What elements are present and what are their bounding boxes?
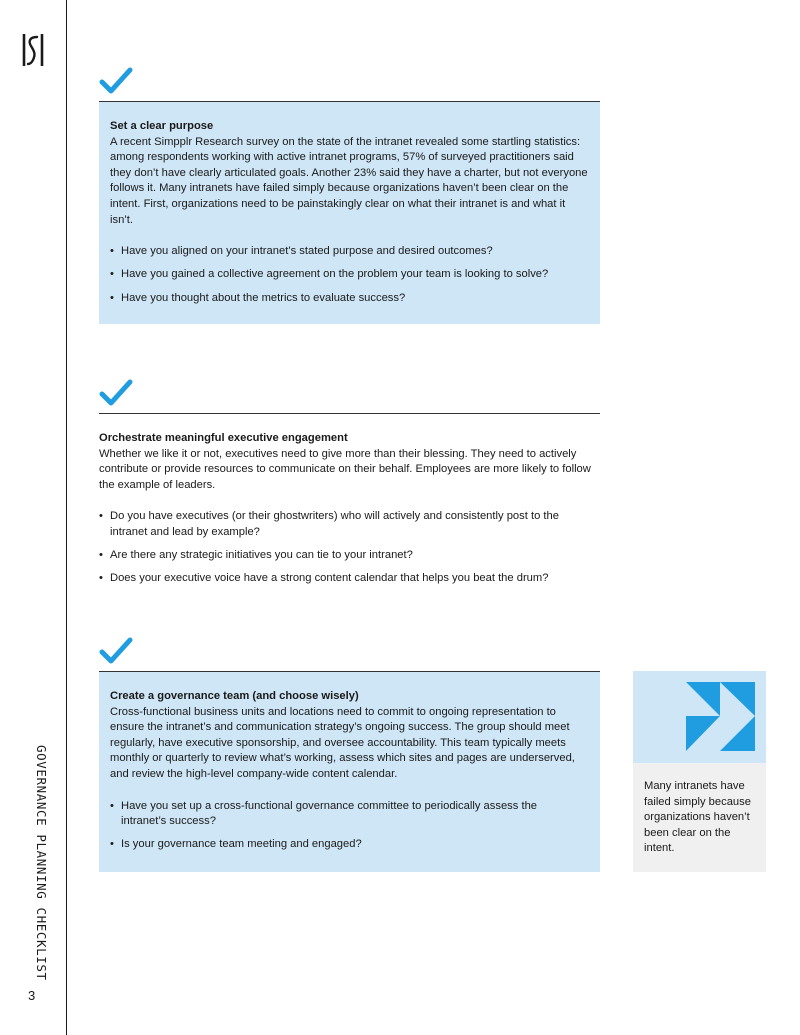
checklist	[110, 244, 588, 306]
callout-art	[633, 671, 766, 763]
checkmark-icon	[99, 378, 133, 408]
section-body: Cross-functional business units and locations need to commit to ongoing representation to ensure the intranet’s and communication strategy’s ongoing success. The group should meet regularly, have executive sponsorship, and oversee accountability. This team typically meets monthly or quarterly to review what’s working, assess which sites and pages are underserved, and review the high-level company-wide content calendar.	[110, 705, 575, 780]
callout-box	[633, 671, 766, 872]
checkmark-icon	[99, 66, 133, 96]
checklist-item: • Have you set up a cross-functional governance committee to periodically assess the intranet’s success?	[110, 799, 588, 830]
checklist-item: • Have you thought about the metrics to evaluate success?	[110, 291, 588, 307]
checklist-item: • Do you have executives (or their ghostwriters) who will actively and consistently post to the intranet and lead by example?	[99, 509, 600, 540]
brand-logo-icon	[20, 30, 46, 70]
checkmark-icon	[99, 636, 133, 666]
checklist-item: • Does your executive voice have a strong content calendar that helps you beat the drum?	[99, 571, 600, 587]
section-card-purpose	[99, 102, 600, 324]
section-card-executive	[99, 414, 600, 594]
section-body: Whether we like it or not, executives need to give more than their blessing. They need to actively contribute or provide resources to communicate on their behalf. Employees are more likely to follow the example of leaders.	[99, 447, 591, 491]
section-body: A recent Simpplr Research survey on the state of the intranet revealed some startling statistics: among respondents working with active intranet programs, 57% of surveyed practitioners said they don’t have clearly articulated goals. Another 23% said they have a charter, but not everyone follows it. Many intranets have failed simply because organizations haven’t been clear on the intent. First, organizations need to be painstakingly clear on what their intranet is and what it isn’t.	[110, 135, 588, 226]
section-title: Orchestrate meaningful executive engagement	[99, 432, 348, 444]
checklist-item: • Have you gained a collective agreement on the problem your team is looking to solve?	[110, 267, 588, 283]
sidebar-divider	[66, 0, 67, 1035]
triangle-pattern-icon	[633, 671, 766, 763]
section-card-governance	[99, 672, 600, 872]
document-title-vertical: GOVERNANCE PLANNING CHECKLIST	[34, 745, 49, 981]
checklist-item: • Are there any strategic initiatives you can tie to your intranet?	[99, 548, 600, 564]
checklist-item: • Have you aligned on your intranet’s stated purpose and desired outcomes?	[110, 244, 588, 260]
page-number: 3	[28, 988, 36, 1003]
callout-text: Many intranets have failed simply because organizations haven’t been clear on the intent.	[644, 780, 751, 855]
section-title: Set a clear purpose	[110, 120, 214, 132]
checklist-item: • Is your governance team meeting and engaged?	[110, 837, 588, 853]
section-title: Create a governance team (and choose wisely)	[110, 690, 359, 702]
checklist	[99, 509, 600, 587]
checklist	[110, 799, 588, 853]
